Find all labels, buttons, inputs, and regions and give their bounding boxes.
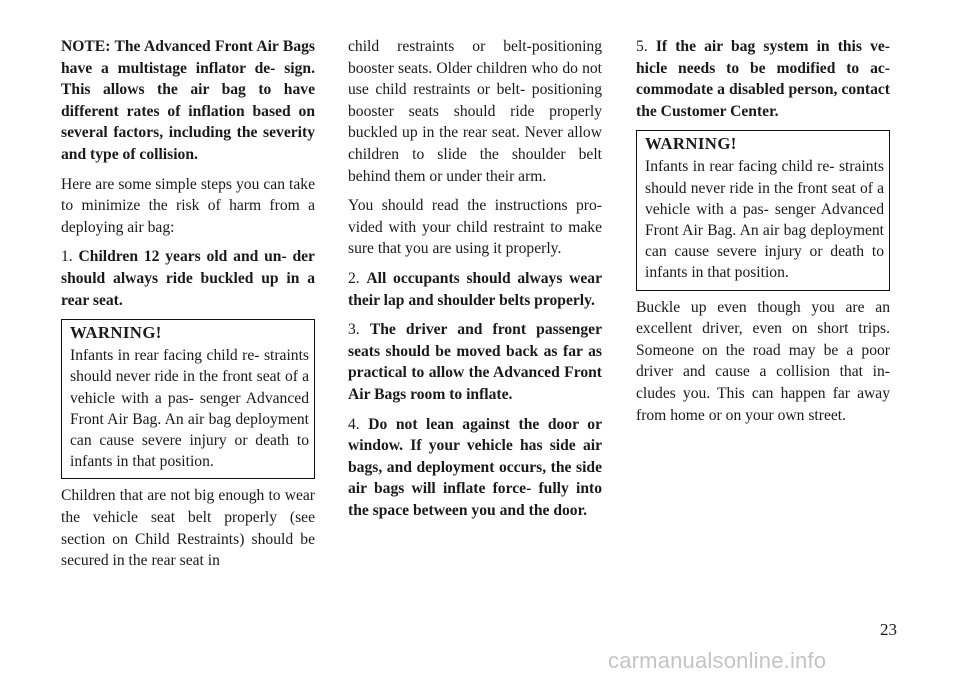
step-number: 4. [348, 415, 360, 433]
buckle-up-paragraph: Buckle up even though you are an excellent driver, even on short trips. Someone on the road may be a poor driver and cause a collision that in- cludes you. This can happen far away from home or on your own street. [636, 298, 890, 424]
warning-box [61, 319, 315, 479]
step-3 [348, 319, 602, 405]
note-text: NOTE: The Advanced Front Air Bags have a multistage inflator de- sign. This allows the air bag to have different rates of inflation based on several factors, including the severity and type of collision. [61, 38, 315, 163]
column-2 [348, 36, 602, 521]
warning-box [636, 130, 890, 290]
note-paragraph [61, 36, 315, 166]
step-text: The driver and front passenger seats should be moved back as far as practical to allow the Advanced Front Air Bags room to inflate. [348, 321, 602, 403]
step-text: All occupants should always wear their lap and shoulder belts properly. [348, 269, 602, 309]
step-number: 1. [61, 248, 73, 266]
step-5 [636, 36, 890, 122]
continued-paragraph: child restraints or belt-positioning booster seats. Older children who do not use child restraints or belt- positioning booster seats should ride properly buckled up in the rear seat. Never allow children to slide the shoulder belt behind them or under their arm. [348, 38, 602, 185]
instructions-paragraph: You should read the instructions pro- vided with your child restraint to make sure that you are using it properly. [348, 197, 602, 258]
page-number: 23 [880, 620, 897, 639]
column-3 [636, 36, 890, 426]
intro-paragraph: Here are some simple steps you can take to minimize the risk of harm from a deploying air bag: [61, 175, 315, 236]
step-number: 5. [636, 38, 648, 55]
step-2 [348, 268, 602, 311]
step-number: 2. [348, 269, 360, 287]
children-paragraph: Children that are not big enough to wear the vehicle seat belt properly (see section on Child Restraints) should be secured in the rear seat in [61, 487, 315, 570]
watermark: carmanualsonline.info [608, 648, 827, 673]
step-number: 3. [348, 321, 360, 339]
warning-text: Infants in rear facing child re- straints should never ride in the front seat of a vehicle with a pas- senger Advanced Front Air Bag. An air bag deployment can cause severe injury or death to infants in that position. [70, 347, 309, 471]
step-text: Do not lean against the door or window. If your vehicle has side air bags, and deployment occurs, the side air bags will inflate force- fully into the space between you and the door. [348, 415, 602, 519]
step-4 [348, 414, 602, 522]
warning-text: Infants in rear facing child re- straints should never ride in the front seat of a vehicle with a pas- senger Advanced Front Air Bag. An air bag deployment can cause severe injury or death to infants in that position. [645, 158, 884, 282]
step-text: Children 12 years old and un- der should always ride buckled up in a rear seat. [61, 248, 315, 309]
step-text: If the air bag system in this ve- hicle needs to be modified to ac- commodate a disabled person, contact the Customer Center. [636, 38, 890, 120]
warning-title: WARNING! [645, 134, 737, 154]
step-1 [61, 246, 315, 311]
warning-title: WARNING! [70, 323, 162, 343]
column-1 [61, 36, 315, 572]
